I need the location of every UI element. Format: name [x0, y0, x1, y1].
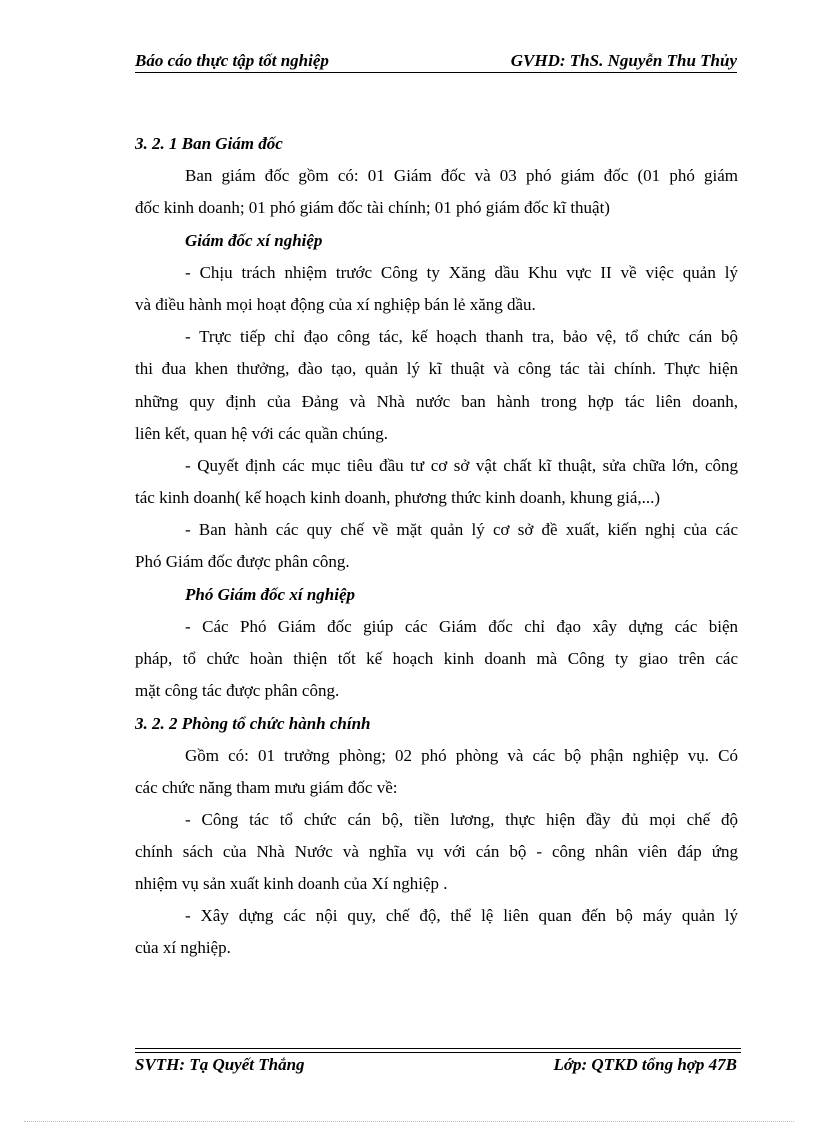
page-footer: [135, 1053, 741, 1077]
page-header: [135, 49, 737, 73]
header-supervisor: GVHD: ThS. Nguyễn Thu Thủy: [510, 51, 737, 70]
paragraph-line: - Xây dựng các nội quy, chế độ, thể lệ liên quan đến bộ máy quản lý: [185, 906, 738, 925]
deputy-heading: Phó Giám đốc xí nghiệp: [185, 585, 356, 604]
paragraph-line: - Các Phó Giám đốc giúp các Giám đốc chỉ đạo xây dựng các biện: [185, 617, 738, 636]
paragraph-line: - Trực tiếp chỉ đạo công tác, kế hoạch thanh tra, bảo vệ, tổ chức cán bộ: [185, 327, 738, 346]
intro-line: đốc kinh doanh; 01 phó giám đốc tài chính; 01 phó giám đốc kĩ thuật): [135, 198, 610, 217]
header-divider: [135, 72, 737, 73]
paragraph-line: tác kinh doanh( kế hoạch kinh doanh, phương thức kinh doanh, khung giá,...): [135, 488, 661, 507]
footer-class: Lớp: QTKD tổng hợp 47B: [553, 1055, 737, 1074]
paragraph-line: những quy định của Đảng và Nhà nước ban hành trong hợp tác liên doanh,: [135, 392, 738, 411]
paragraph-line: - Quyết định các mục tiêu đầu tư cơ sở vật chất kĩ thuật, sửa chữa lớn, công: [185, 456, 738, 475]
paragraph-line: và điều hành mọi hoạt động của xí nghiệp bán lẻ xăng dầu.: [135, 295, 536, 314]
paragraph-line: pháp, tổ chức hoàn thiện tốt kế hoạch kinh doanh mà Công ty giao trên các: [135, 649, 738, 668]
footer-student: SVTH: Tạ Quyết Thắng: [135, 1055, 305, 1074]
header-report-title: Báo cáo thực tập tốt nghiệp: [135, 51, 329, 70]
paragraph-line: thi đua khen thưởng, đào tạo, quản lý kĩ thuật và công tác tài chính. Thực hiện: [135, 359, 738, 378]
section-321-heading: 3. 2. 1 Ban Giám đốc: [135, 134, 283, 153]
section-322-heading: 3. 2. 2 Phòng tổ chức hành chính: [135, 714, 371, 733]
intro-line: Ban giám đốc gồm có: 01 Giám đốc và 03 phó giám đốc (01 phó giám: [185, 166, 738, 185]
paragraph-line: chính sách của Nhà Nước và nghĩa vụ với cán bộ - công nhân viên đáp ứng: [135, 842, 738, 861]
paragraph-line: các chức năng tham mưu giám đốc về:: [135, 778, 398, 797]
paragraph-line: của xí nghiệp.: [135, 938, 231, 957]
page-edge-divider: [24, 1121, 794, 1122]
paragraph-line: - Chịu trách nhiệm trước Công ty Xăng dầu Khu vực II về việc quản lý: [185, 263, 738, 282]
paragraph-line: liên kết, quan hệ với các quần chúng.: [135, 424, 389, 443]
paragraph-line: nhiệm vụ sản xuất kinh doanh của Xí nghiệp .: [135, 874, 448, 893]
paragraph-line: mặt công tác được phân công.: [135, 681, 340, 700]
director-heading: Giám đốc xí nghiệp: [185, 231, 323, 250]
paragraph-line: Gồm có: 01 trưởng phòng; 02 phó phòng và các bộ phận nghiệp vụ. Có: [185, 746, 738, 765]
paragraph-line: Phó Giám đốc được phân công.: [135, 552, 350, 571]
paragraph-line: - Ban hành các quy chế về mặt quản lý cơ sở đề xuất, kiến nghị của các: [185, 520, 738, 539]
paragraph-line: - Công tác tổ chức cán bộ, tiền lương, thực hiện đầy đủ mọi chế độ: [185, 810, 738, 829]
